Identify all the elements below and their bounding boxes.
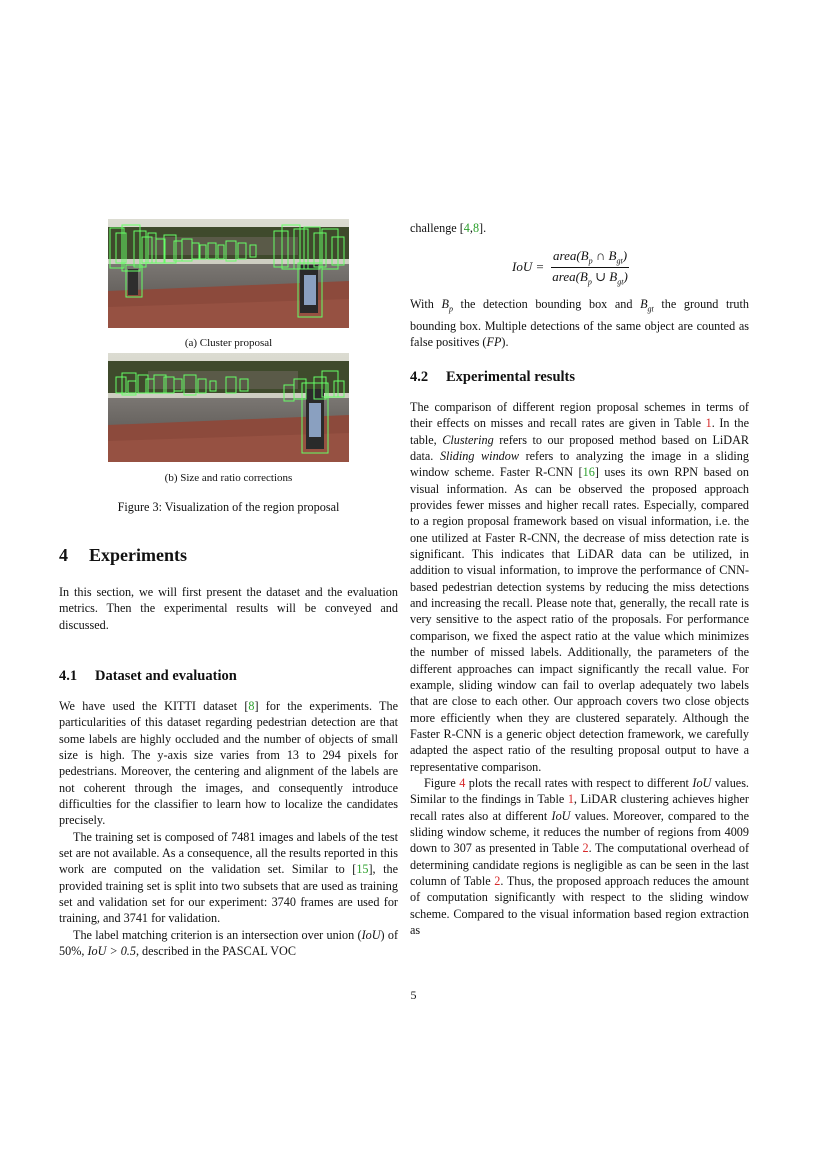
paragraph-matching: The label matching criterion is an intersection over union (IoU) of 50%, IoU > 0.5, described in the PASCAL VOC [59, 927, 398, 959]
citation-link[interactable]: 4 [463, 221, 470, 235]
figure-3a-caption: (a) Cluster proposal [184, 337, 273, 349]
section-title: Experiments [89, 545, 187, 565]
right-column-top [410, 220, 749, 236]
challenge-line: challenge [4,8]. [410, 221, 487, 235]
iou-equation [512, 248, 630, 286]
figure-3b-caption: (b) Size and ratio corrections [164, 472, 293, 484]
subsection-number: 4.2 [410, 369, 429, 385]
intro-text: In this section, we will first present the dataset and the evaluation metrics. Then the experimental results will be conveyed and discussed. [59, 585, 398, 632]
paragraph-dataset: We have used the KITTI dataset [8] for the experiments. The particularities of this dataset regarding pedestrian detection are that some labels are highly occluded and the number of objects of small size is high. The y-axis size varies from 13 to 294 pixels for pedestrians. Moreover, the centering and alignment of the labels are not coherent through the images, and consequently introduce difficulties for the classifier to learn how to localize the candidates precisely. [59, 699, 399, 828]
results-section-body [410, 399, 749, 938]
citation-link[interactable]: 8 [248, 699, 255, 713]
dataset-section-body [59, 698, 398, 960]
table-ref-link[interactable]: 2 [494, 873, 501, 888]
equation-fraction: $\frac{area(B_p \cap B_{gt})}{area(B_p \cup B_{gt})}$ [552, 248, 628, 287]
table-ref-link[interactable]: 1 [705, 416, 712, 431]
subsection-4-1-heading [59, 668, 237, 685]
paragraph-training-set: The training set is composed of 7481 images and labels of the test set are not available. As a consequence, all the results reported in this work are computed on the validation set. Similar to [15], the provided training set is split into two subsets that are used as training set and validation set for our experiment: 3740 frames are used for training, and 3741 for validation. [59, 829, 398, 926]
figure-3b-image [108, 353, 349, 462]
table-ref-link[interactable]: 1 [567, 792, 574, 807]
section-number: 4 [59, 545, 68, 565]
citation-link[interactable]: 16 [582, 465, 595, 480]
figure-3a-image [108, 219, 349, 328]
page-number: 5 [410, 988, 417, 1002]
subsection-number: 4.1 [59, 668, 78, 684]
subsection-title: Dataset and evaluation [95, 668, 237, 684]
table-ref-link[interactable]: 2 [582, 841, 589, 856]
citation-link[interactable]: 8 [472, 221, 480, 235]
citation-link[interactable]: 15 [356, 862, 369, 877]
subsection-title: Experimental results [446, 369, 576, 385]
subsection-4-2-heading [410, 369, 575, 386]
section-heading [59, 545, 187, 566]
figure-caption: Figure 3: Visualization of the region proposal [117, 500, 340, 514]
paragraph-comparison: The comparison of different region proposal schemes in terms of their effects on misses and recall rates are given in Table 1. In the table, Clustering refers to our proposed method based on LiDAR data. Sliding window refers to analyzing the image in a sliding window scheme. Faster R-CNN [16] uses its own RPN based on visual information. As can be observed the proposed approach provides fewer misses and higher recall rates. Especially, compared to a region proposal framework based on visual information, i.e. the one utilized at Faster R-CNN, the decrease of miss detection rate is significant. This indicates that LiDAR data can be utilized, in addition to visual information, to improve the performance of CNN-based pedestrian detection systems by reducing the miss detections and increasing the recall. Please note that, generally, the recall rate is very sensitive to the aspect ratio of the proposals. For performance comparison, we fixed the aspect ratio at the value which minimizes the number of missed labels. Additionally, the parameters of the different approaches can impact significantly the recall value. For example, sliding window can fail to overlap adequately two labels that are close to each other. Our approach covers two close objects more efficiently when they are clustered separately. Although the Faster R-CNN is a generic object detection framework, we carefully adapted the aspect ratio of the resulting proposal output to have a representative comparison. [410, 400, 750, 774]
paragraph-bounding-box: With $B_p$ the detection bounding box and $B_{gt}$ the ground truth bounding box. Multiple detections of the same object are counted as false positives (FP). [410, 297, 749, 350]
paragraph-recall: Figure 4 plots the recall rates with respect to different IoU values. Similar to the findings in Table 1, LiDAR clustering achieves higher recall rates also at different IoU values. Moreover, compared to the sliding window scheme, it reduces the number of regions from 4009 down to 307 as presented in Table 2. The computational overhead of determining candidate regions is negligible as can be seen in the last column of Table 2. Thus, the proposed approach reduces the amount of computation significantly with respect to the sliding window scheme. Compared to the visual information based region extraction as [410, 775, 750, 937]
intro-paragraph [59, 584, 398, 633]
equation-lhs: IoU = [512, 259, 545, 275]
figure-ref-link[interactable]: 4 [459, 775, 466, 790]
